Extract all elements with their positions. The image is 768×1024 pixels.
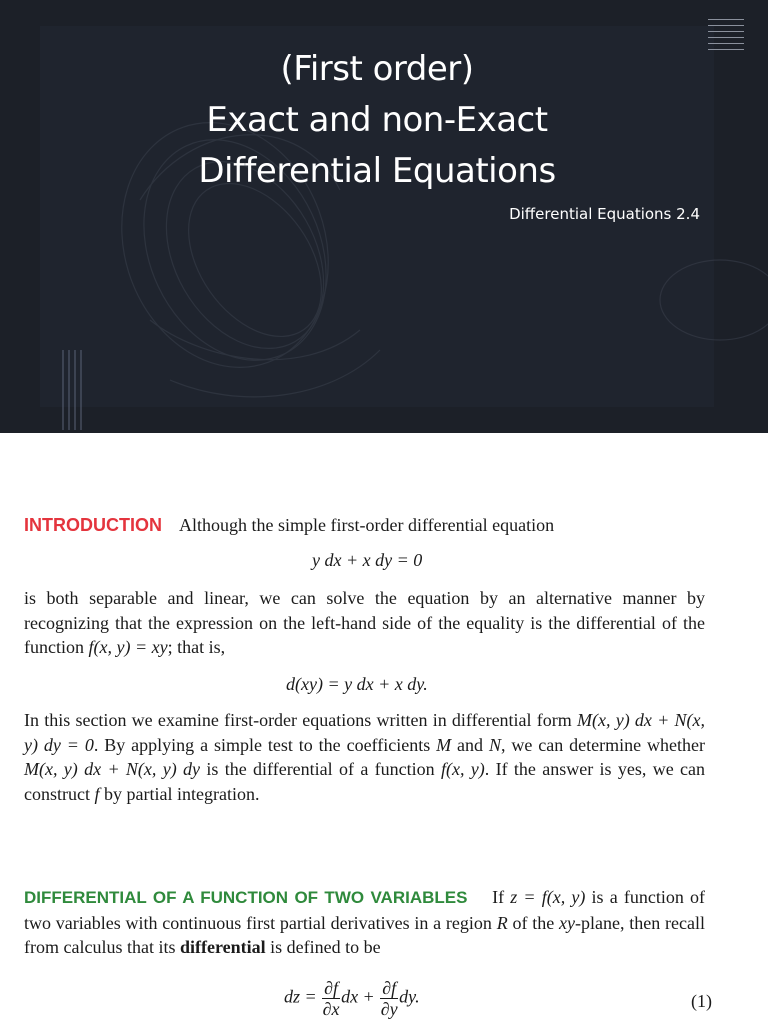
- eq-end: dy.: [399, 986, 420, 1007]
- para2-text-e: . If the answer is yes, we can construct: [24, 759, 706, 804]
- introduction-heading: INTRODUCTION: [24, 515, 162, 535]
- eq-mid: dx +: [341, 986, 375, 1007]
- section-text-b: is a function of two variables with continuous first partial derivatives in a region: [24, 887, 705, 933]
- title-slide: [0, 0, 768, 433]
- equation-number: (1): [691, 991, 712, 1011]
- para2-text-c: , we can determine whether: [500, 734, 705, 755]
- frac2-numerator: ∂f: [382, 978, 397, 998]
- section-text-c: of the: [507, 912, 560, 933]
- para2-text-a: In this section we examine first-order equations written in differential form: [24, 710, 577, 730]
- slide-title: [40, 44, 714, 197]
- intro-lead-line: [24, 513, 705, 538]
- differential-term: differential: [179, 937, 266, 957]
- equation-1-total-differential: [284, 978, 420, 1019]
- para2-text-b: . By applying a simple test to the coefficients: [93, 734, 437, 755]
- partial-f-x-fraction: [322, 978, 340, 1019]
- intro-lead-text: Although the simple first-order differential equation: [179, 515, 555, 535]
- region-R: R: [496, 912, 508, 933]
- function-f: f(x, y): [440, 759, 485, 779]
- frac2-denominator: ∂y: [380, 999, 398, 1019]
- title-line-1: (First order): [280, 49, 474, 89]
- section-text-d: -plane, then recall from calculus that its: [24, 912, 705, 957]
- title-line-2: Exact and non-Exact: [206, 100, 548, 140]
- frac1-denominator: ∂x: [322, 999, 340, 1019]
- equation-ydx-xdy: y dx + x dy = 0: [312, 550, 423, 570]
- z-definition: z = f(x, y): [510, 887, 586, 907]
- slide-subtitle: Differential Equations 2.4: [509, 205, 700, 223]
- coefficient-M: M: [436, 734, 452, 755]
- equation-dxy: d(xy) = y dx + x dy.: [286, 674, 428, 694]
- para2-text-g: by partial integration.: [99, 783, 260, 804]
- differential-form: M(x, y) dx + N(x, y) dy = 0: [24, 710, 705, 755]
- xy-plane: xy: [559, 912, 575, 933]
- coefficient-N: N: [488, 734, 501, 755]
- partial-f-y-fraction: [380, 978, 398, 1019]
- frac1-numerator: ∂f: [324, 978, 339, 998]
- para1-tail: ; that is,: [167, 637, 226, 657]
- title-line-3: Differential Equations: [198, 151, 556, 191]
- function-f-short: f: [94, 783, 100, 804]
- differential-expression: M(x, y) dx + N(x, y) dy: [24, 759, 201, 779]
- para1-text: is both separable and linear, we can solve the equation by an alternative manner by recognizing that the expression on the left-hand side of the equality is the differential of the function: [24, 588, 705, 657]
- para2-text-d: is the differential of a function: [200, 759, 441, 779]
- section-paragraph: [24, 885, 705, 960]
- para2-and: and: [451, 734, 489, 755]
- intro-paragraph-1: [24, 586, 705, 660]
- eq-lhs: dz =: [284, 986, 317, 1007]
- section-text-e: is defined to be: [265, 937, 381, 957]
- section-text-a: If: [492, 887, 511, 907]
- intro-paragraph-2: [24, 708, 705, 806]
- section-heading: DIFFERENTIAL OF A FUNCTION OF TWO VARIABLES: [24, 888, 468, 907]
- function-fxy: f(x, y) = xy: [88, 637, 168, 657]
